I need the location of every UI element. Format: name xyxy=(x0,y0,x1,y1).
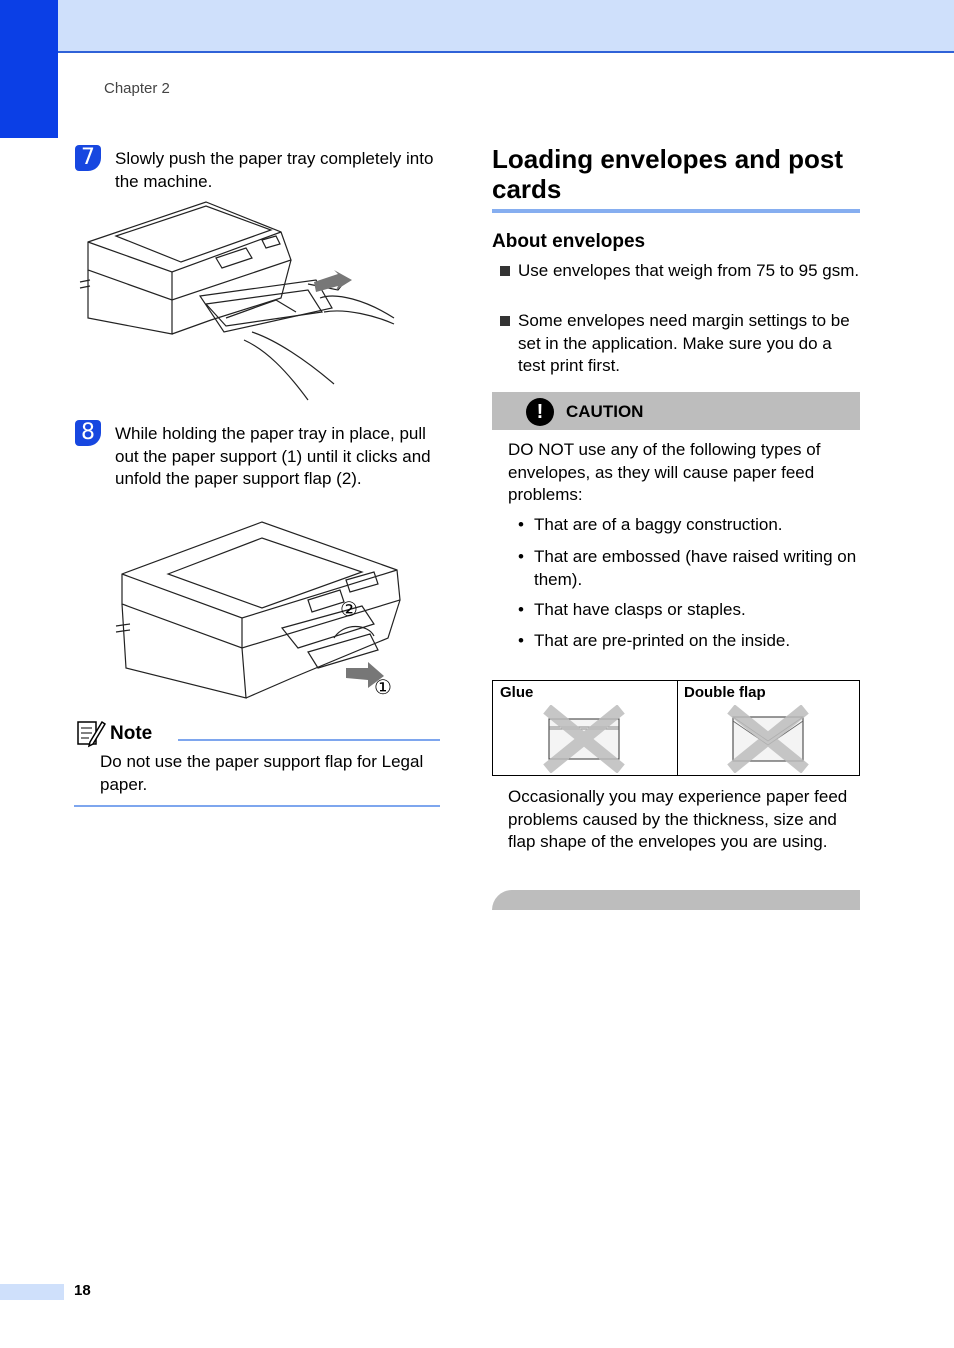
caution-closing-text: Occasionally you may experience paper feed problems caused by the thickness, size and flap shape of the envelopes you are using. xyxy=(508,787,848,851)
table-divider xyxy=(677,681,678,775)
note-top-rule xyxy=(178,739,440,741)
note-text: Do not use the paper support flap for Legal paper. xyxy=(100,752,424,794)
page-number: 18 xyxy=(74,1282,91,1299)
header-rule xyxy=(58,51,954,53)
section-title-rule xyxy=(492,209,860,213)
note-pencil-icon xyxy=(76,718,106,748)
double-flap-envelope-crossed-icon xyxy=(725,705,811,773)
header-band xyxy=(0,0,954,52)
caution-footer-bar xyxy=(492,890,860,910)
footer-tab xyxy=(0,1284,64,1300)
callout-two: ② xyxy=(340,597,358,621)
glue-envelope-crossed-icon xyxy=(541,705,627,773)
printer-push-tray-illustration xyxy=(76,200,406,405)
step-8-text: While holding the paper tray in place, pull out the paper support (1) until it clicks and unfold the paper support flap (2). xyxy=(115,424,431,488)
exclamation-icon: ! xyxy=(526,398,554,426)
step-number-8: 8 xyxy=(75,420,101,446)
step-number-7: 7 xyxy=(75,145,101,171)
note-title: Note xyxy=(110,723,153,744)
section-title: Loading envelopes and post cards xyxy=(492,144,844,204)
callout-one: ① xyxy=(374,675,392,699)
chapter-label: Chapter 2 xyxy=(104,80,170,97)
step-7-text: Slowly push the paper tray completely into the machine. xyxy=(115,149,434,191)
double-flap-label: Double flap xyxy=(684,684,766,701)
printer-paper-support-illustration xyxy=(112,518,412,708)
glue-label: Glue xyxy=(500,684,534,701)
note-bottom-rule xyxy=(74,805,440,807)
caution-label: CAUTION xyxy=(566,402,644,421)
square-bullet-icon xyxy=(500,266,510,276)
envelope-table xyxy=(492,680,860,776)
caution-intro: DO NOT use any of the following types of envelopes, as they will cause paper feed problems: xyxy=(508,440,821,504)
chapter-tab xyxy=(0,0,58,138)
subsection-title: About envelopes xyxy=(492,231,646,252)
square-bullet-icon xyxy=(500,316,510,326)
